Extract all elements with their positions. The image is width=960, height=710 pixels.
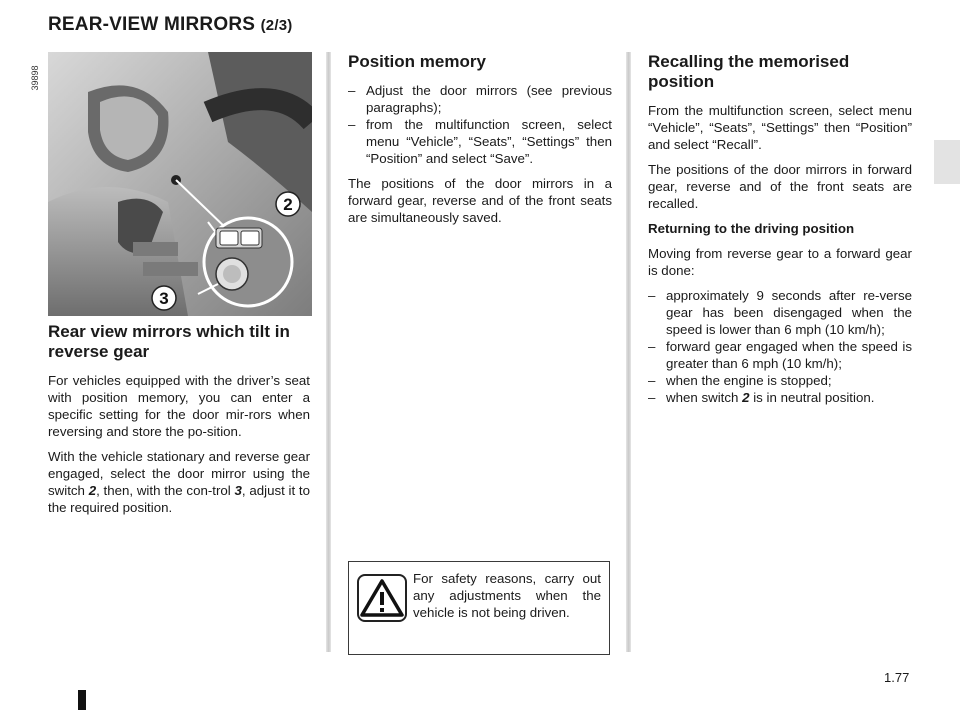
heading-tilt-reverse: Rear view mirrors which tilt in reverse gear	[48, 322, 290, 361]
heading-recall: Recalling the memorised position	[648, 52, 850, 91]
text-run: when switch	[666, 390, 743, 405]
list-save-steps	[348, 82, 612, 167]
text-run: , adjust it to the required position.	[48, 483, 311, 515]
text-run: , then, with the con-trol	[96, 483, 235, 498]
heading-position-memory: Position memory	[348, 52, 486, 71]
callout-3-label: 3	[159, 289, 169, 308]
page-title	[48, 14, 292, 36]
photo-reference-number: 39898	[30, 65, 40, 91]
safety-warning-box	[348, 561, 610, 655]
list-item: – when the engine is stopped;	[648, 372, 912, 389]
column-divider-left	[326, 52, 331, 652]
column-divider-right	[626, 52, 631, 652]
title-part: (2/3)	[260, 17, 293, 34]
title-main: REAR-VIEW MIRRORS	[48, 14, 256, 35]
list-item: – approximately 9 seconds after re-verse gear has been disengaged when the speed is lower than 6 mph (10 km/h);	[648, 287, 912, 338]
switch-ref: 2	[742, 390, 750, 405]
door-mirror-switch-photo	[48, 52, 312, 316]
control-ref: 3	[234, 483, 242, 498]
list-item: – Adjust the door mirrors (see previous paragraphs);	[348, 82, 612, 116]
list-item: – from the multifunction screen, select menu “Vehicle”, “Seats”, “Settings” then “Position” and select “Save”.	[348, 116, 612, 167]
warning-text: For safety reasons, carry out any adjustments when the vehicle is not being driven.	[413, 571, 601, 620]
warning-triangle-icon	[357, 574, 407, 622]
photo-illustration	[48, 52, 312, 316]
print-mark	[78, 690, 86, 710]
list-item	[648, 389, 912, 406]
list-driving-conditions	[648, 287, 912, 406]
column-position-memory	[348, 52, 612, 234]
paragraph-tilt-intro: For vehicles equipped with the driver’s seat with position memory, you can enter a specific setting for the door mir-rors when reversing and store the po-sition.	[48, 373, 310, 439]
paragraph-tilt-instructions	[48, 448, 310, 516]
page-number: 1.77	[884, 670, 910, 685]
paragraph-saved-note: The positions of the door mirrors in a forward gear, reverse and of the front seats are simultaneously saved.	[348, 176, 612, 225]
subheading-driving-position: Returning to the driving position	[648, 221, 855, 236]
text-run: is in neutral position.	[749, 390, 875, 405]
paragraph-recall-result: The positions of the door mirrors in forward gear, reverse and of the front seats are recalled.	[648, 162, 912, 211]
callout-2-label: 2	[283, 195, 293, 214]
switch-ref: 2	[88, 483, 97, 498]
column-recall	[648, 52, 912, 414]
photo-reference	[28, 62, 42, 94]
list-item: – forward gear engaged when the speed is greater than 6 mph (10 km/h);	[648, 338, 912, 372]
column-tilt-reverse	[48, 322, 310, 524]
paragraph-driving-intro: Moving from reverse gear to a forward gear is done:	[648, 246, 912, 278]
paragraph-recall-steps: From the multifunction screen, select menu “Vehicle”, “Seats”, “Settings” then “Position” and select “Recall”.	[648, 103, 912, 152]
section-tab-marker	[934, 140, 960, 184]
text-run: With the vehicle stationary and reverse gear engaged, select the door mirror using the switch	[48, 449, 310, 498]
